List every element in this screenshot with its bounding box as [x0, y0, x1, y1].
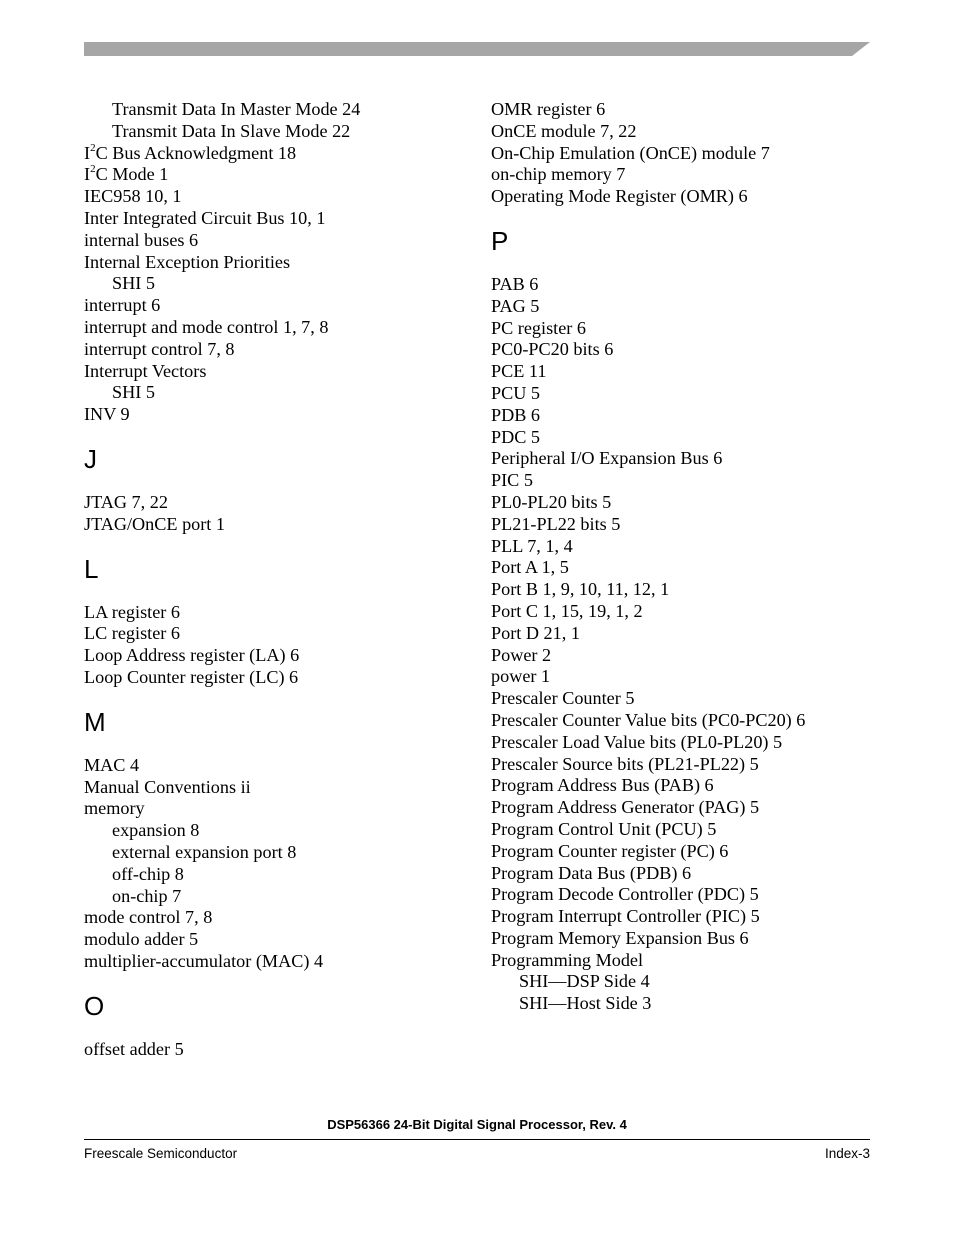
index-entry: Program Counter register (PC) 6: [491, 840, 729, 861]
entry-superscript: 2: [90, 141, 96, 154]
index-entry: LA register 6: [84, 601, 180, 622]
index-entry: Internal Exception Priorities: [84, 251, 291, 272]
index-entry: PDB 6: [491, 404, 541, 425]
index-entry: interrupt and mode control 1, 7, 8: [84, 316, 329, 337]
index-entry: Program Address Generator (PAG) 5: [491, 797, 760, 818]
index-entry: JTAG/OnCE port 1: [84, 513, 226, 534]
index-entry: Port B 1, 9, 10, 11, 12, 1: [491, 579, 670, 600]
index-entry: On-Chip Emulation (OnCE) module 7: [491, 142, 770, 163]
index-entry: PC0-PC20 bits 6: [491, 339, 614, 360]
index-entry: Port C 1, 15, 19, 1, 2: [491, 600, 643, 621]
index-entry: Power 2: [491, 644, 552, 665]
index-entry: PC register 6: [491, 317, 586, 338]
index-subentry: SHI—Host Side 3: [519, 993, 652, 1014]
index-entry: PAG 5: [491, 295, 540, 316]
index-subentry: off-chip 8: [112, 863, 184, 884]
index-entry: MAC 4: [84, 754, 140, 775]
index-entry: Prescaler Load Value bits (PL0-PL20) 5: [491, 731, 783, 752]
index-entry: Loop Address register (LA) 6: [84, 645, 300, 666]
index-entry: on-chip memory 7: [491, 164, 626, 185]
index-entry: Manual Conventions ii: [84, 776, 251, 797]
footer-divider: [84, 1139, 870, 1140]
index-entry: power 1: [491, 666, 551, 687]
entry-text: C Mode 1: [95, 164, 169, 185]
index-entry: PAB 6: [491, 273, 539, 294]
index-entry: PLL 7, 1, 4: [491, 535, 573, 556]
index-entry: IEC958 10, 1: [84, 186, 182, 207]
index-column-left: [84, 99, 484, 1061]
index-entry: internal buses 6: [84, 229, 199, 250]
index-entry: PCU 5: [491, 382, 541, 403]
index-column-right: [491, 99, 891, 1015]
index-entry: Prescaler Counter Value bits (PC0-PC20) 6: [491, 709, 806, 730]
index-entry: memory: [84, 798, 145, 819]
index-section-heading: P: [491, 225, 509, 256]
index-entry: Programming Model: [491, 949, 644, 970]
publisher-name: Freescale Semiconductor: [84, 1146, 238, 1161]
index-subentry: SHI 5: [112, 382, 155, 403]
index-entry: offset adder 5: [84, 1038, 184, 1059]
index-entry: Port D 21, 1: [491, 622, 580, 643]
index-entry: Loop Counter register (LC) 6: [84, 666, 299, 687]
index-entry: Prescaler Counter 5: [491, 688, 635, 709]
index-entry: Prescaler Source bits (PL21-PL22) 5: [491, 753, 759, 774]
index-entry: Program Control Unit (PCU) 5: [491, 818, 717, 839]
entry-prefix: I: [84, 164, 91, 185]
index-entry: LC register 6: [84, 623, 180, 644]
index-entry: PDC 5: [491, 426, 541, 447]
index-subentry: Transmit Data In Slave Mode 22: [112, 120, 351, 141]
index-entry: modulo adder 5: [84, 929, 199, 950]
index-entry: [84, 164, 484, 186]
index-entry: [84, 143, 484, 165]
entry-prefix: I: [84, 142, 91, 163]
entry-text: C Bus Acknowledgment 18: [95, 142, 297, 163]
index-entry: Interrupt Vectors: [84, 360, 207, 381]
index-entry: PL0-PL20 bits 5: [491, 491, 612, 512]
index-entry: Inter Integrated Circuit Bus 10, 1: [84, 207, 326, 228]
document-title: DSP56366 24-Bit Digital Signal Processor, Rev. 4: [327, 1117, 627, 1132]
index-subentry: on-chip 7: [112, 885, 182, 906]
entry-superscript: 2: [90, 163, 96, 176]
index-entry: multiplier-accumulator (MAC) 4: [84, 950, 324, 971]
index-subentry: SHI 5: [112, 273, 155, 294]
index-entry: Program Address Bus (PAB) 6: [491, 775, 714, 796]
header-decorative-bar: [84, 42, 870, 56]
index-section-heading: M: [84, 706, 106, 737]
index-entry: Program Data Bus (PDB) 6: [491, 862, 692, 883]
index-entry: mode control 7, 8: [84, 907, 213, 928]
index-entry: interrupt control 7, 8: [84, 338, 235, 359]
index-subentry: expansion 8: [112, 820, 200, 841]
index-entry: INV 9: [84, 404, 130, 425]
index-entry: PIC 5: [491, 470, 533, 491]
index-subentry: SHI—DSP Side 4: [519, 971, 650, 992]
index-section-heading: L: [84, 553, 99, 584]
index-entry: Operating Mode Register (OMR) 6: [491, 186, 748, 207]
index-entry: Peripheral I/O Expansion Bus 6: [491, 448, 723, 469]
page-number: Index-3: [824, 1146, 870, 1161]
index-subentry: external expansion port 8: [112, 841, 297, 862]
index-entry: Port A 1, 5: [491, 557, 569, 578]
index-entry: interrupt 6: [84, 295, 161, 316]
index-section-heading: J: [84, 443, 97, 474]
index-entry: Program Memory Expansion Bus 6: [491, 927, 749, 948]
index-entry: Program Decode Controller (PDC) 5: [491, 884, 759, 905]
index-subentry: Transmit Data In Master Mode 24: [112, 99, 361, 119]
index-section-heading: O: [84, 990, 105, 1021]
index-entry: OMR register 6: [491, 99, 606, 119]
index-entry: JTAG 7, 22: [84, 491, 168, 512]
index-entry: PL21-PL22 bits 5: [491, 513, 621, 534]
index-entry: OnCE module 7, 22: [491, 120, 637, 141]
index-entry: PCE 11: [491, 361, 547, 382]
index-entry: Program Interrupt Controller (PIC) 5: [491, 906, 760, 927]
